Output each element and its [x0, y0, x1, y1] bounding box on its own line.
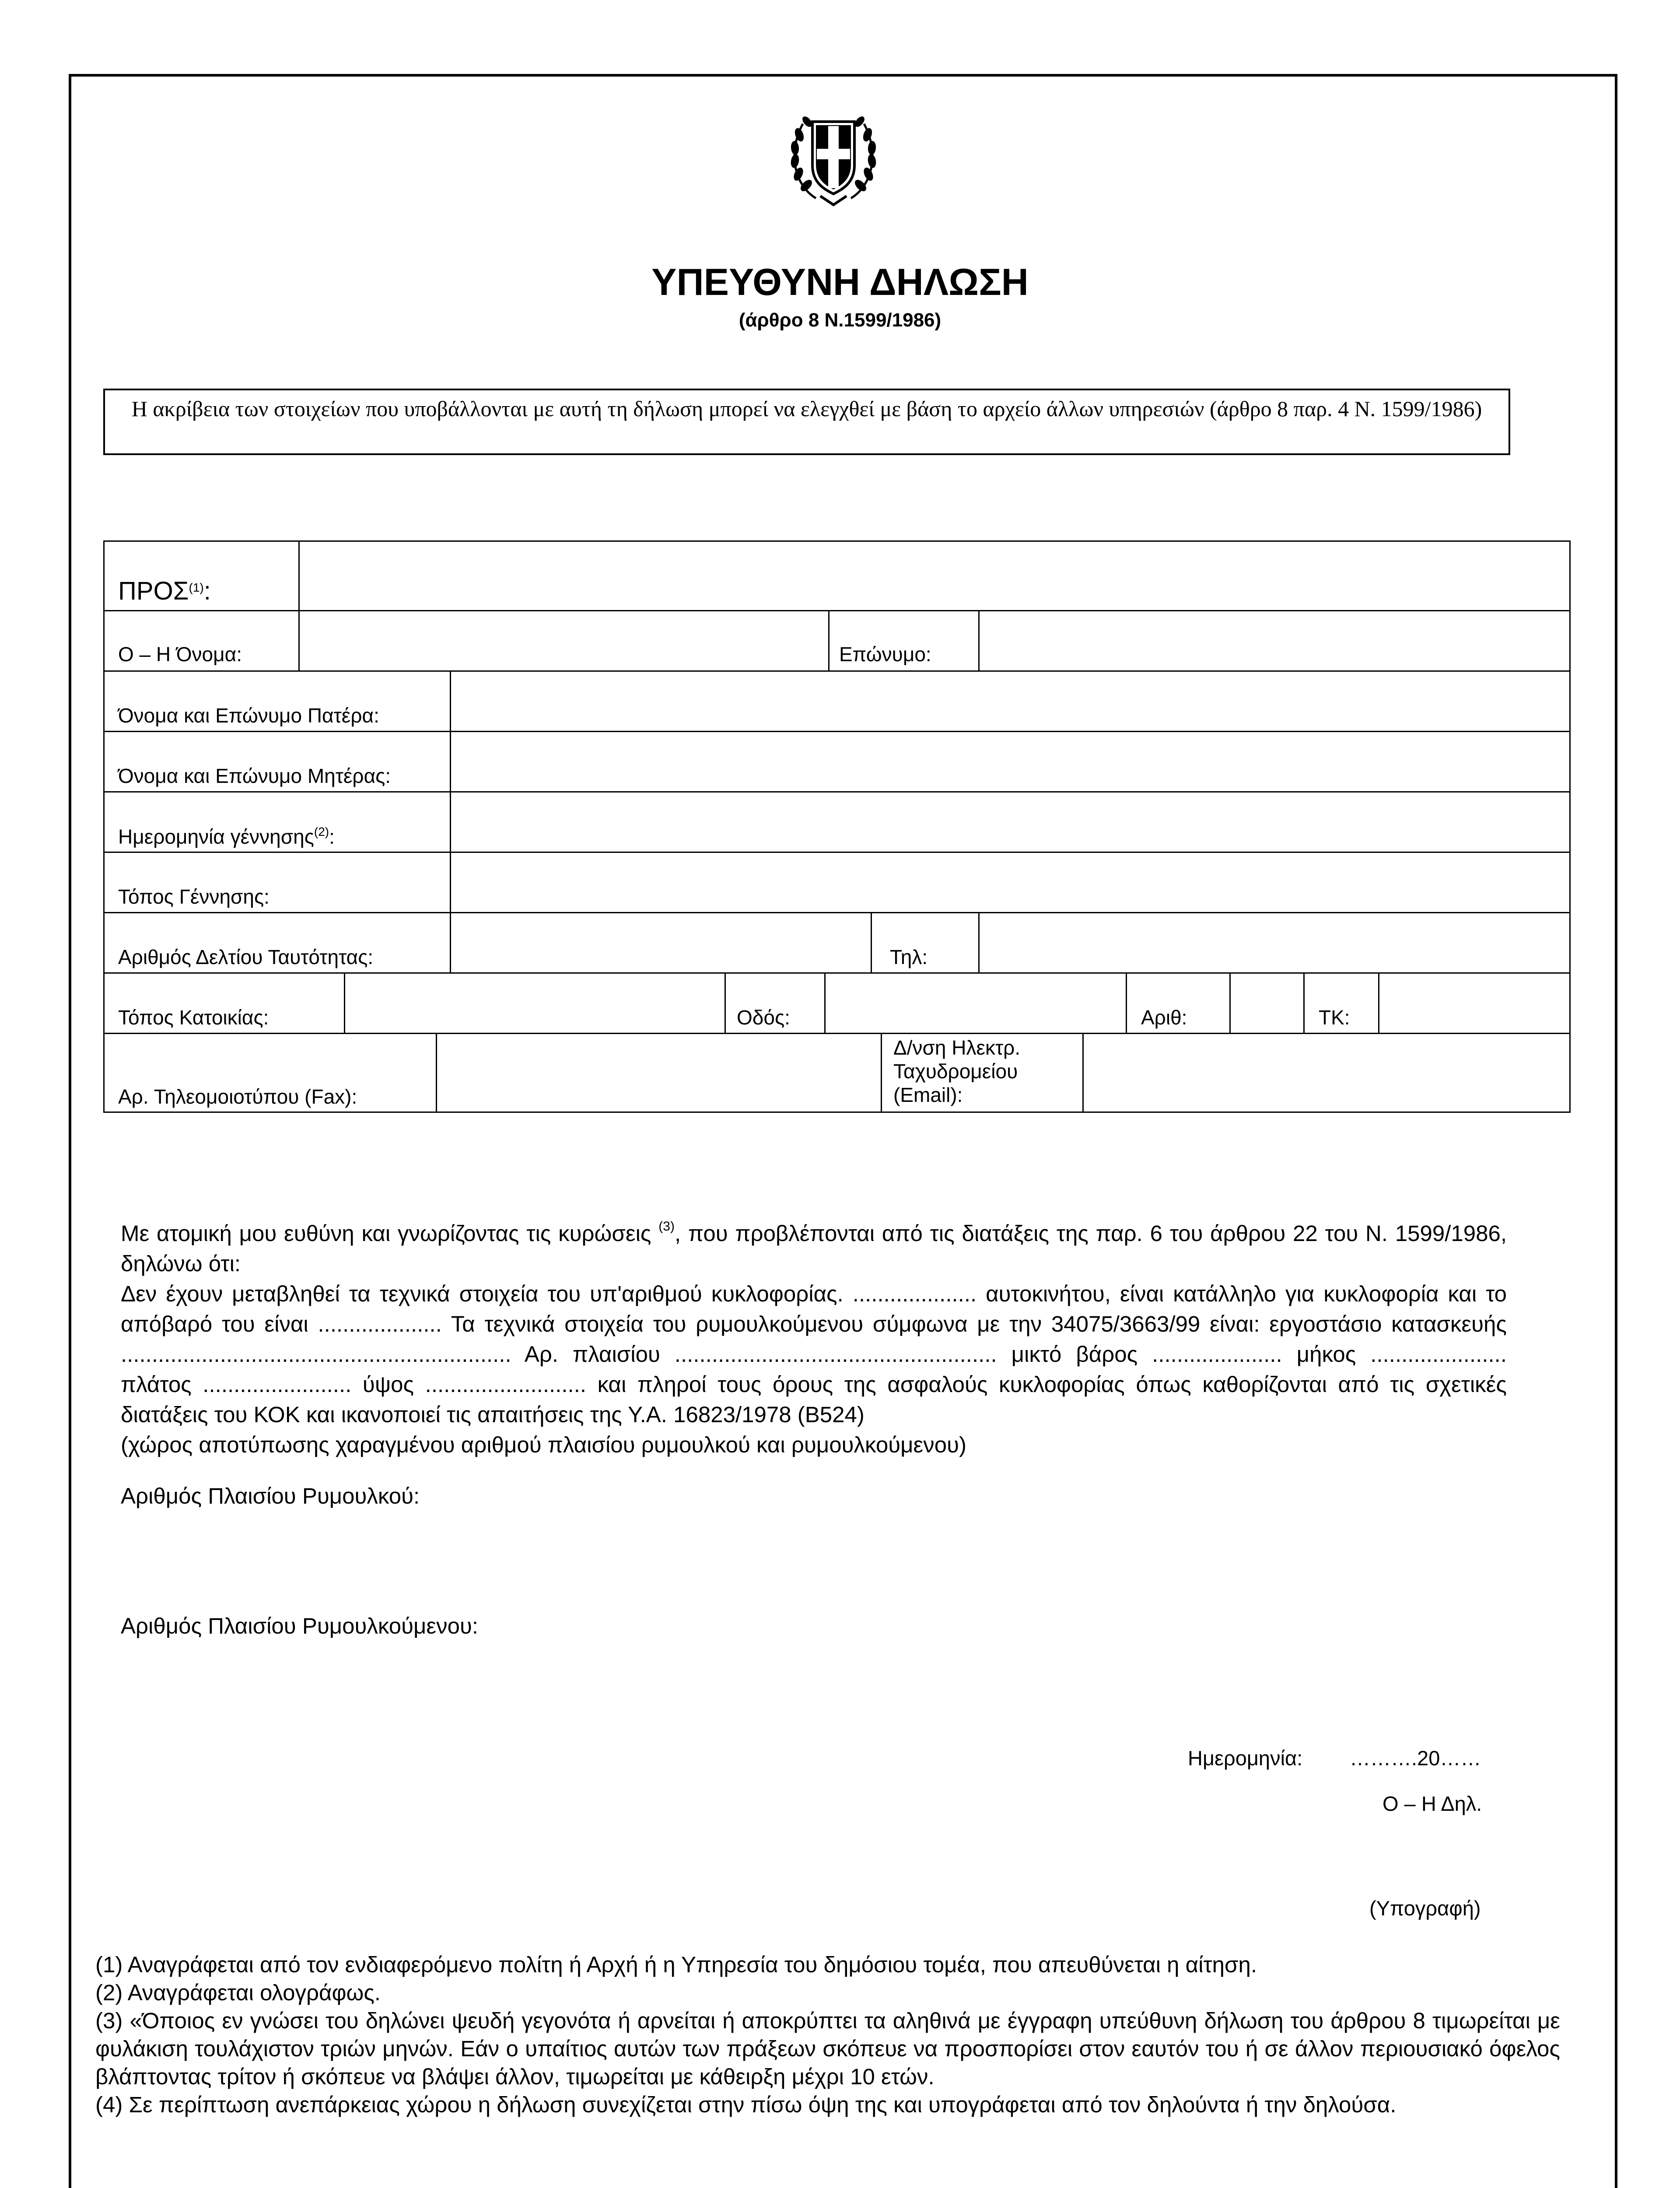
personal-details-form: [103, 540, 1571, 1116]
father-name-field[interactable]: [450, 670, 1571, 732]
surname-label: Επώνυμο:: [839, 643, 931, 666]
birth-date-field[interactable]: [450, 791, 1571, 853]
page-title: ΥΠΕΥΘΥΝΗ ΔΗΛΩΣΗ: [651, 261, 1029, 303]
date-value[interactable]: ……….20……: [1350, 1746, 1481, 1770]
signature-label: (Υπογραφή): [1369, 1897, 1481, 1920]
date-label: Ημερομηνία:: [1188, 1746, 1303, 1770]
first-name-label: Ο – Η Όνομα:: [118, 643, 242, 666]
page-subtitle: (άρθρο 8 Ν.1599/1986): [738, 309, 942, 331]
phone-label: Τηλ:: [890, 946, 928, 968]
street-label: Οδός:: [737, 1006, 790, 1029]
first-name-field[interactable]: [298, 610, 830, 672]
footnote-4: (4) Σε περίπτωση ανεπάρκειας χώρου η δήλωση συνεχίζεται στην πίσω όψη της και υπογράφεται από τον δηλούντα ή την δηλούσα.: [95, 2092, 1396, 2117]
tractor-frame-label: Αριθμός Πλαισίου Ρυμουλκού:: [121, 1483, 420, 1508]
declaration-intro: Με ατομική μου ευθύνη και γνωρίζοντας τις κυρώσεις $^{(3)}$, που προβλέπονται από τις διατάξεις της παρ. 6 του άρθρου 22 του Ν. 1599/1986, δηλώνω ότι:: [121, 1219, 1507, 1276]
engraving-note: (χώρος αποτύπωσης χαραγμένου αριθμού πλαισίου ρυμουλκού και ρυμουλκούμενου): [121, 1432, 966, 1457]
footnote-1: (1) Αναγράφεται από τον ενδιαφερόμενο πολίτη ή Αρχή ή η Υπηρεσία του δημόσιου τομέα, που απευθύνεται η αίτηση.: [95, 1952, 1257, 1977]
number-label: Αριθ:: [1141, 1006, 1187, 1029]
phone-field[interactable]: [978, 912, 1571, 974]
fax-field[interactable]: [436, 1033, 882, 1113]
birth-place-label: Τόπος Γέννησης:: [118, 885, 270, 908]
footnote-3: (3) «Όποιος εν γνώσει του δηλώνει ψευδή γεγονότα ή αρνείται ή αποκρύπτει τα αληθινά με έγγραφη υπεύθυνη δήλωση του άρθρου 8 τιμωρείται με φυλάκιση τουλάχιστον τριών μηνών. Εάν ο υπαίτιος αυτών των πράξεων σκόπευε να προσπορίσει στον εαυτόν του ή σε άλλον περιουσιακό όφελος βλάπτοντας τρίτον ή σκόπευε να βλάψει άλλον, τιμωρείται με κάθειρξη μέχρι 10 ετών.: [95, 2008, 1560, 2089]
surname-field[interactable]: [978, 610, 1571, 672]
declaration-text: [121, 1211, 1507, 1460]
footnote-2: (2) Αναγράφεται ολογράφως.: [95, 1980, 381, 2005]
fax-label: Αρ. Τηλεομοιοτύπου (Fax):: [118, 1085, 357, 1108]
declaration-statement: Δεν έχουν μεταβληθεί τα τεχνικά στοιχεία του υπ'αριθμού κυκλοφορίας. .................... αυτοκινήτου, είναι κατάλληλο για κυκλοφορία και το απόβαρό του είναι .................... Τα τεχνικά στοιχεία του ρυμουλκούμενου σύμφωνα με την 34075/3663/99 είναι: εργοστάσιο κατασκευής ............................................................... Αρ. πλαισίου .................................................... μικτό βάρος ..................... μήκος ...................... πλάτος ........................ ύψος .......................... και πληροί τους όρους της ασφαλούς κυκλοφορίας όπως καθορίζονται από τις σχετικές διατάξεις του ΚΟΚ και ικανοποιεί τις απαιτήσεις της Υ.Α. 16823/1978 (Β524): [121, 1281, 1507, 1427]
birth-place-field[interactable]: [450, 852, 1571, 913]
mother-name-field[interactable]: [450, 731, 1571, 792]
accuracy-notice: Η ακρίβεια των στοιχείων που υποβάλλονται με αυτή τη δήλωση μπορεί να ελεγχθεί με βάση το αρχείο άλλων υπηρεσιών (άρθρο 8 παρ. 4 Ν. 1599/1986): [103, 389, 1510, 455]
trailer-frame-label: Αριθμός Πλαισίου Ρυμουλκούμενου:: [121, 1613, 479, 1638]
street-field[interactable]: [824, 972, 1127, 1034]
postal-code-label: ΤΚ:: [1319, 1006, 1350, 1029]
postal-code-field[interactable]: [1378, 972, 1571, 1034]
mother-name-label: Όνομα και Επώνυμο Μητέρας:: [118, 764, 391, 787]
number-field[interactable]: [1229, 972, 1305, 1034]
residence-field[interactable]: [344, 972, 726, 1034]
greek-coat-of-arms-icon: [785, 100, 882, 212]
residence-label: Τόπος Κατοικίας:: [118, 1006, 269, 1029]
email-field[interactable]: [1082, 1033, 1571, 1113]
id-card-label: Αριθμός Δελτίου Ταυτότητας:: [118, 946, 374, 968]
email-label: Δ/νση Ηλεκτρ. Ταχυδρομείου (Email):: [893, 1036, 1021, 1106]
father-name-label: Όνομα και Επώνυμο Πατέρα:: [118, 704, 379, 727]
declarant-label: Ο – Η Δηλ.: [1382, 1792, 1482, 1815]
id-card-field[interactable]: [450, 912, 872, 974]
footnotes: [95, 1951, 1560, 2119]
to-field[interactable]: [298, 540, 1571, 611]
to-label: ΠΡΟΣ$^{(1)}$:: [118, 577, 211, 605]
birth-date-label: Ημερομηνία γέννησης$^{(2)}$:: [118, 825, 335, 848]
